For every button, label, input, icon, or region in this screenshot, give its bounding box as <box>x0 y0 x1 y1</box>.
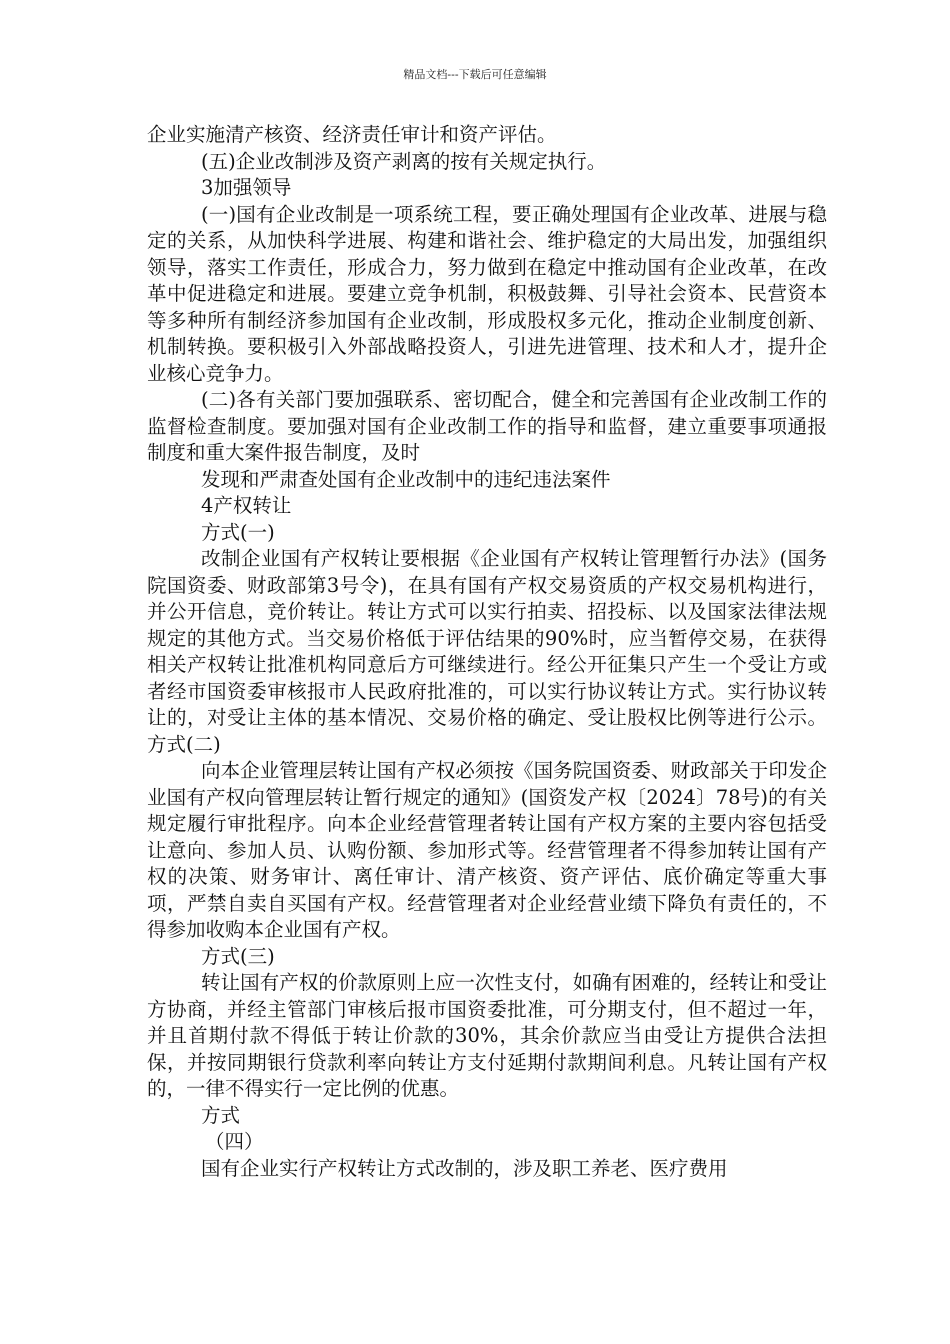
subsection-heading: 方式 <box>201 1103 241 1127</box>
page-header: 精品文档---下载后可任意编辑 <box>403 68 547 81</box>
subsection-heading: （四） <box>205 1130 264 1153</box>
subsection-heading: 方式(三) <box>201 944 275 968</box>
paragraph: 向本企业管理层转让国有产权必须按《国务院国资委、财政部关于印发企业国有产权向管理层转让暂行规定的通知》(国资发产权〔2024〕78号)的有关规定履行审批程序。向本企业经营管理者转让国有产权方案的主要内容包括受让意向、参加人员、认购份额、参加形式等。经营管理者不得参加转让国有产权的决策、财务审计、离任审计、清产核资、资产评估、底价确定等重大事项，严禁自卖自买国有产权。经营管理者对企业经营业绩下降负有责任的，不得参加收购本企业国有产权。 <box>147 759 827 941</box>
document-body <box>147 122 827 1182</box>
paragraph: 发现和严肃查处国有企业改制中的违纪违法案件 <box>201 467 611 491</box>
paragraph: 国有企业实行产权转让方式改制的，涉及职工养老、医疗费用 <box>201 1156 728 1180</box>
paragraph: (二)各有关部门要加强联系、密切配合，健全和完善国有企业改制工作的监督检查制度。要加强对国有企业改制工作的指导和监督，建立重要事项通报制度和重大案件报告制度，及时 <box>147 388 827 464</box>
paragraph: (五)企业改制涉及资产剥离的按有关规定执行。 <box>201 149 607 173</box>
subsection-heading: 方式(一) <box>201 520 275 544</box>
section-heading: 4产权转让 <box>201 494 292 517</box>
paragraph: 转让国有产权的价款原则上应一次性支付，如确有困难的，经转让和受让方协商，并经主管部门审核后报市国资委批准，可分期支付，但不超过一年，并且首期付款不得低于转让价款的30%，其余价款应当由受让方提供合法担保，并按同期银行贷款利率向转让方支付延期付款期间利息。凡转让国有产权的，一律不得实行一定比例的优惠。 <box>147 971 827 1100</box>
paragraph: 改制企业国有产权转让要根据《企业国有产权转让管理暂行办法》(国务院国资委、财政部第3号令)，在具有国有产权交易资质的产权交易机构进行，并公开信息，竞价转让。转让方式可以实行拍卖、招投标、以及国家法律法规规定的其他方式。当交易价格低于评估结果的90%时，应当暂停交易，在获得相关产权转让批准机构同意后方可继续进行。经公开征集只产生一个受让方或者经市国资委审核报市人民政府批准的，可以实行协议转让方式。实行协议转让的，对受让主体的基本情况、交易价格的确定、受让股权比例等进行公示。 方式(二) <box>147 547 827 756</box>
paragraph: 企业实施清产核资、经济责任审计和资产评估。 <box>147 123 557 146</box>
section-heading: 3加强领导 <box>201 176 292 199</box>
paragraph: (一)国有企业改制是一项系统工程，要正确处理国有企业改革、进展与稳定的关系，从加快科学进展、构建和谐社会、维护稳定的大局出发，加强组织领导，落实工作责任，形成合力，努力做到在稳定中推动国有企业改革，在改革中促进稳定和进展。要建立竞争机制，积极鼓舞、引导社会资本、民营资本等多种所有制经济参加国有企业改制，形成股权多元化，推动企业制度创新、机制转换。要积极引入外部战略投资人，引进先进管理、技术和人才，提升企业核心竞争力。 <box>147 202 827 385</box>
